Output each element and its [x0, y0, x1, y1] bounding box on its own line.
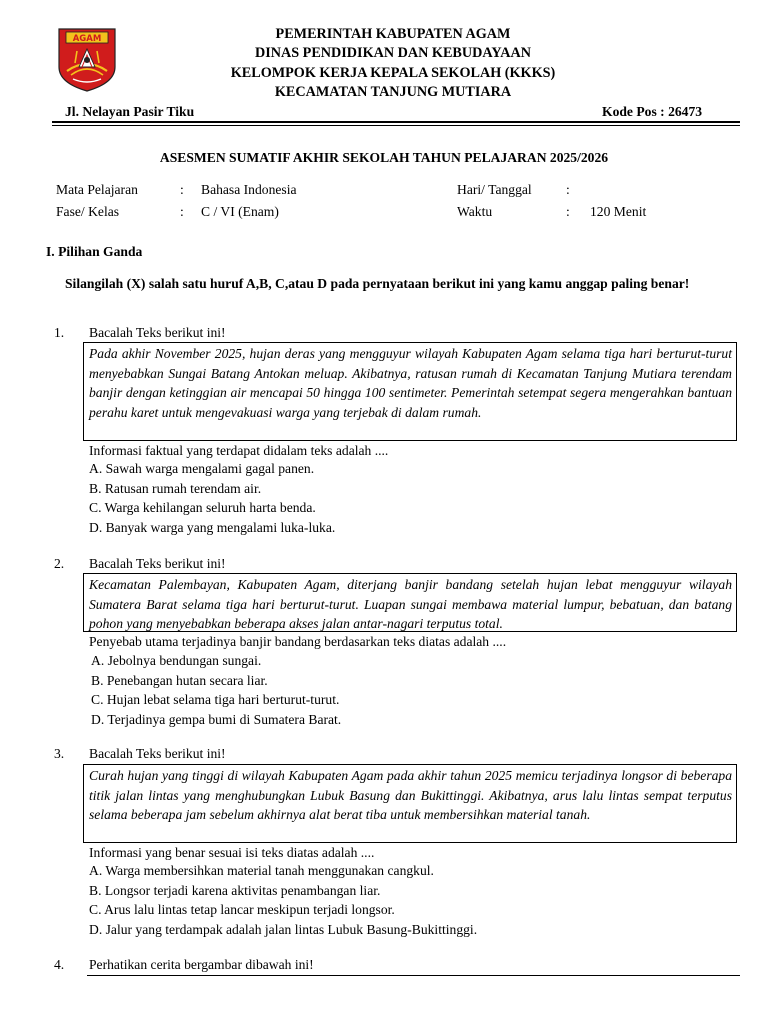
question-2-lead: Bacalah Teks berikut ini!	[89, 556, 226, 571]
question-1-passage: Pada akhir November 2025, hujan deras yang mengguyur wilayah Kabupaten Agam selama tiga hari berturut-turut menyebabkan Sungai Batang Antokan meluap. Akibatnya, ratusan rumah di Kecamatan Tanjung Mutiara terendam banjir dengan ketinggian air mencapai 50 hingga 100 sentimeter. Pemerintah setempat segera mengerahkan bantuan perahu karet untuk mengevakuasi warga yang terjebak di dalam rumah.	[83, 342, 737, 441]
phase-colon: :	[180, 204, 184, 219]
question-3-option-d[interactable]: D. Jalur yang terdampak adalah jalan lintas Lubuk Basung-Bukittinggi.	[89, 921, 478, 937]
subject-colon: :	[180, 182, 184, 197]
subject-value: Bahasa Indonesia	[201, 182, 297, 197]
letterhead-line-2: DINAS PENDIDIKAN DAN KEBUDAYAAN	[254, 45, 532, 62]
question-2-number: 2.	[54, 556, 65, 571]
address: Jl. Nelayan Pasir Tiku	[65, 104, 195, 119]
logo-text: AGAM	[72, 34, 102, 44]
letterhead	[150, 25, 636, 102]
question-3-stem: Informasi yang benar sesuai isi teks diatas adalah ....	[89, 845, 375, 860]
question-2-stem: Penyebab utama terjadinya banjir bandang berdasarkan teks diatas adalah ....	[89, 634, 507, 649]
phase-value: C / VI (Enam)	[201, 204, 279, 219]
question-4-number: 4.	[54, 957, 65, 972]
date-colon: :	[566, 182, 570, 197]
question-1-option-d[interactable]: D. Banyak warga yang mengalami luka-luka.	[89, 519, 336, 535]
question-2-passage: Kecamatan Palembayan, Kabupaten Agam, diterjang banjir bandang setelah hujan lebat mengguyur wilayah Sumatera Barat selama tiga hari berturut-turut. Luapan sungai membawa material lumpur, bebatuan, dan batang pohon yang menyebabkan beberapa akses jalan antar-nagari terputus total.	[83, 573, 737, 632]
question-2-options	[91, 651, 341, 729]
question-2-option-b[interactable]: B. Penebangan hutan secara liar.	[91, 672, 268, 688]
letterhead-line-3: KELOMPOK KERJA KEPALA SEKOLAH (KKKS)	[230, 64, 556, 81]
question-3-option-c[interactable]: C. Arus lalu lintas tetap lancar meskipun terjadi longsor.	[89, 902, 395, 917]
question-3-number: 3.	[54, 746, 65, 761]
question-2-option-c[interactable]: C. Hujan lebat selama tiga hari berturut-turut.	[91, 692, 340, 707]
question-4-lead: Perhatikan cerita bergambar dibawah ini!	[89, 957, 314, 972]
section-instruction: Silangilah (X) salah satu huruf A,B, C,atau D pada pernyataan berikut ini yang kamu anggap paling benar!	[65, 276, 690, 291]
phase-label: Fase/ Kelas	[56, 204, 120, 219]
exam-title: ASESMEN SUMATIF AKHIR SEKOLAH TAHUN PELAJARAN 2025/2026	[159, 150, 609, 165]
question-2-option-a[interactable]: A. Jebolnya bendungan sungai.	[91, 653, 262, 668]
question-2-option-d[interactable]: D. Terjadinya gempa bumi di Sumatera Barat.	[91, 711, 342, 727]
question-1-options	[89, 459, 335, 537]
question-4-box-top-edge	[87, 975, 740, 976]
question-3-passage: Curah hujan yang tinggi di wilayah Kabupaten Agam pada akhir tahun 2025 memicu terjadinya longsor di beberapa titik jalan lintas yang menghubungkan Lubuk Basung dan Bukittinggi. Akibatnya, arus lalu lintas sempat terputus selama beberapa jam sebelum akhirnya alat berat tiba untuk membersihkan material tanah.	[83, 764, 737, 843]
header-rule-thick	[52, 121, 740, 123]
letterhead-line-1: PEMERINTAH KABUPATEN AGAM	[275, 26, 511, 42]
question-1-option-b[interactable]: B. Ratusan rumah terendam air.	[89, 480, 262, 496]
question-1-option-c[interactable]: C. Warga kehilangan seluruh harta benda.	[89, 500, 316, 515]
date-label: Hari/ Tanggal	[457, 182, 532, 197]
question-3-option-a[interactable]: A. Warga membersihkan material tanah menggunakan cangkul.	[89, 863, 434, 878]
time-value: 120 Menit	[590, 204, 647, 219]
time-colon: :	[566, 204, 570, 219]
subject-label: Mata Pelajaran	[56, 182, 138, 197]
question-1-lead: Bacalah Teks berikut ini!	[89, 325, 226, 340]
section-title: I. Pilihan Ganda	[46, 244, 143, 259]
question-1-option-a[interactable]: A. Sawah warga mengalami gagal panen.	[89, 461, 315, 476]
header-rule-thin	[52, 125, 740, 126]
letterhead-line-4: KECAMATAN TANJUNG MUTIARA	[274, 83, 512, 100]
question-1-number: 1.	[54, 325, 65, 340]
question-3-option-b[interactable]: B. Longsor terjadi karena aktivitas penambangan liar.	[89, 882, 381, 898]
question-3-lead: Bacalah Teks berikut ini!	[89, 746, 226, 761]
agam-regency-logo	[57, 27, 117, 93]
question-3-options	[89, 861, 477, 939]
time-label: Waktu	[457, 204, 493, 219]
question-1-stem: Informasi faktual yang terdapat didalam teks adalah ....	[89, 443, 389, 458]
postal-code: Kode Pos : 26473	[602, 104, 703, 119]
